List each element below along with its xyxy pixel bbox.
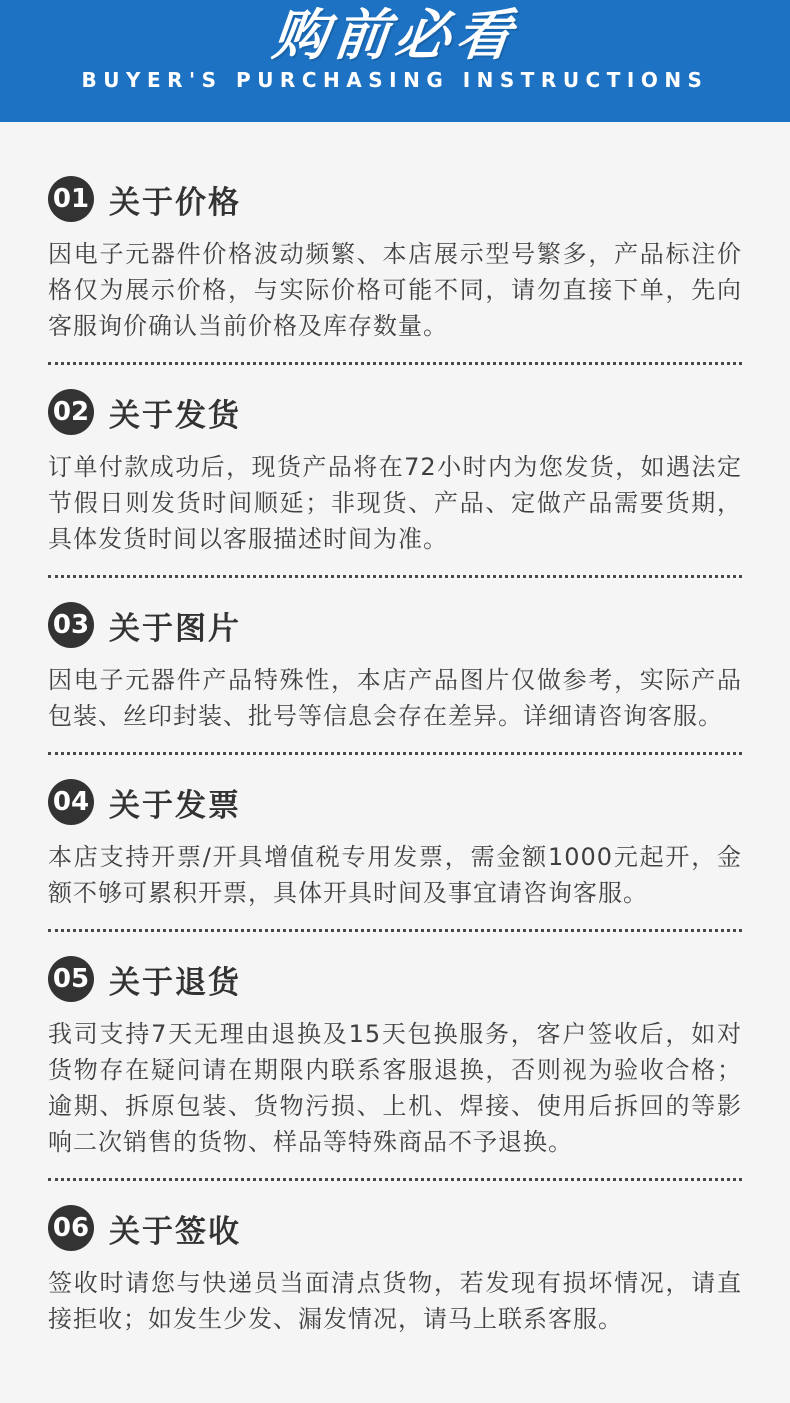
section-title: 关于签收 xyxy=(109,1213,241,1250)
section-title: 关于图片 xyxy=(109,610,241,647)
section-title: 关于退货 xyxy=(109,964,241,1001)
instructions-list xyxy=(0,176,790,1337)
section-invoice xyxy=(48,779,742,911)
section-invoice-heading xyxy=(48,779,742,825)
section-number-badge: 05 xyxy=(48,956,94,1002)
section-price-heading xyxy=(48,176,742,222)
section-body: 因电子元器件价格波动频繁、本店展示型号繁多，产品标注价格仅为展示价格，与实际价格可能不同，请勿直接下单，先向客服询价确认当前价格及库存数量。 xyxy=(48,240,742,340)
section-body: 我司支持7天无理由退换及15天包换服务，客户签收后，如对货物存在疑问请在期限内联系客服退换，否则视为验收合格；逾期、拆原包装、货物污损、上机、焊接、使用后拆回的等影响二次销售的货物、样品等特殊商品不予退换。 xyxy=(48,1020,742,1156)
section-title: 关于价格 xyxy=(109,184,241,221)
section-body: 因电子元器件产品特殊性，本店产品图片仅做参考，实际产品包装、丝印封装、批号等信息会存在差异。详细请咨询客服。 xyxy=(48,666,742,730)
section-images-heading xyxy=(48,602,742,648)
section-title: 关于发货 xyxy=(109,397,241,434)
section-body: 签收时请您与快递员当面清点货物，若发现有损坏情况，请直接拒收；如发生少发、漏发情况，请马上联系客服。 xyxy=(48,1269,742,1333)
section-number-badge: 03 xyxy=(48,602,94,648)
section-number-badge: 02 xyxy=(48,389,94,435)
section-body: 本店支持开票/开具增值税专用发票，需金额1000元起开，金额不够可累积开票，具体开具时间及事宜请咨询客服。 xyxy=(48,843,742,907)
dotted-divider xyxy=(48,362,742,365)
section-number-badge: 04 xyxy=(48,779,94,825)
dotted-divider xyxy=(48,1178,742,1181)
section-shipping-heading xyxy=(48,389,742,435)
section-shipping xyxy=(48,389,742,557)
section-receipt xyxy=(48,1205,742,1337)
section-receipt-heading xyxy=(48,1205,742,1251)
page-header xyxy=(0,0,790,122)
section-returns xyxy=(48,956,742,1160)
section-price xyxy=(48,176,742,344)
dotted-divider xyxy=(48,752,742,755)
section-number-badge: 06 xyxy=(48,1205,94,1251)
section-title: 关于发票 xyxy=(109,787,241,824)
page-subtitle: BUYER'S PURCHASING INSTRUCTIONS xyxy=(81,67,709,92)
section-body: 订单付款成功后，现货产品将在72小时内为您发货，如遇法定节假日则发货时间顺延；非现货、产品、定做产品需要货期，具体发货时间以客服描述时间为准。 xyxy=(48,453,742,553)
section-images xyxy=(48,602,742,734)
section-returns-heading xyxy=(48,956,742,1002)
dotted-divider xyxy=(48,575,742,578)
section-number-badge: 01 xyxy=(48,176,94,222)
dotted-divider xyxy=(48,929,742,932)
page-title: 购前必看 xyxy=(269,3,521,67)
